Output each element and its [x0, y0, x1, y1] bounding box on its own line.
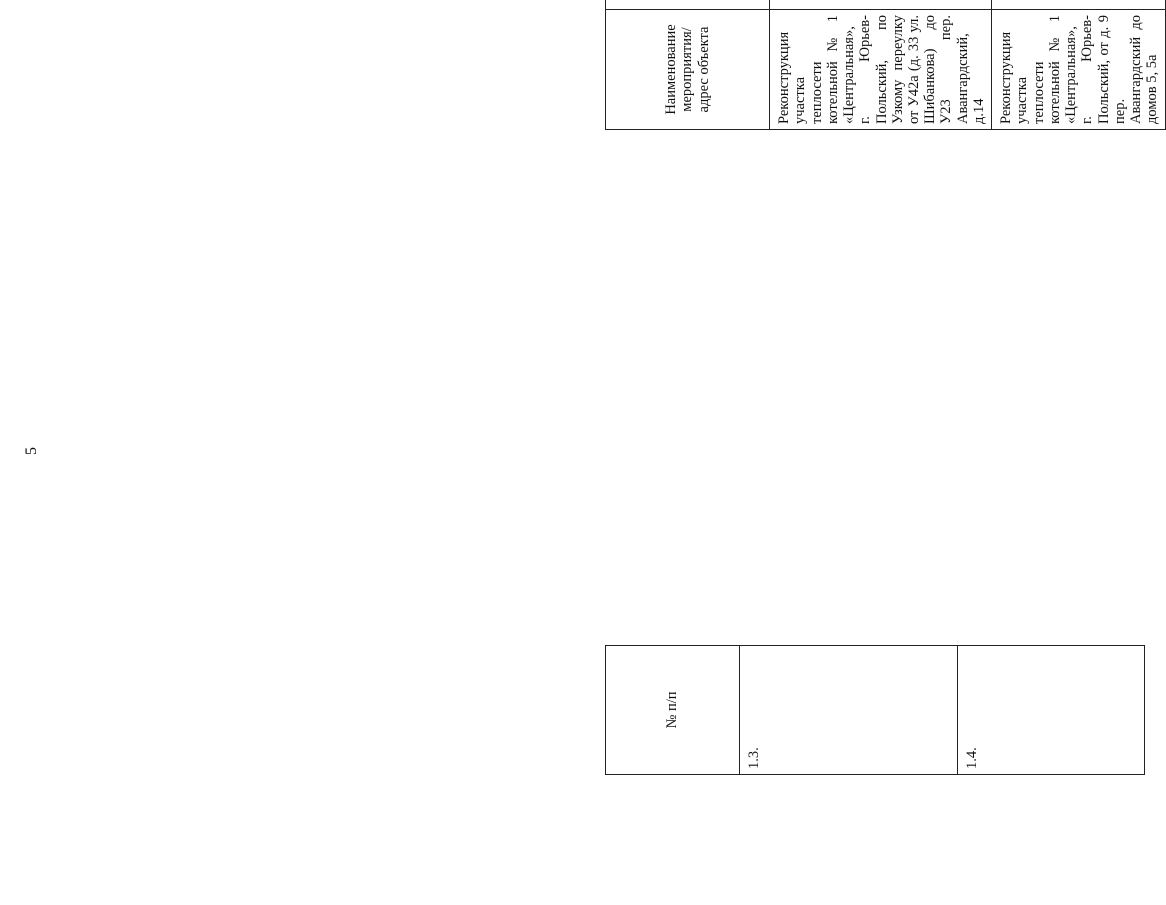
number-column-table: [605, 645, 1145, 775]
row-unit: [992, 0, 1165, 10]
measures-table: [605, 0, 1166, 130]
page-number: 5: [23, 447, 40, 455]
row-num: 1.4.: [957, 646, 1145, 775]
row-num: 1.3.: [739, 646, 957, 775]
header-name: Наименование мероприятия/адрес объекта: [606, 10, 770, 130]
row-name: Реконструкция участка теплосети котельной № 1 «Центральная», г. Юрьев-Польский, по Узкому переулку от У42а (д. 33 ул. Шибанкова) до У23 пер. Авангардский, д.14: [770, 10, 992, 130]
table-row: [992, 0, 1165, 130]
number-column: [605, 645, 1145, 775]
row-unit: [770, 0, 992, 10]
header-unit: [606, 0, 770, 10]
table-row: [770, 0, 992, 130]
rotated-table-container: [605, 0, 1161, 130]
row-name: Реконструкция участка теплосети котельной № 1 «Центральная», г. Юрьев-Польский, от д. 9 пер. Авангардский до домов 5, 5а: [992, 10, 1165, 130]
header-num: № п/п: [606, 646, 740, 775]
